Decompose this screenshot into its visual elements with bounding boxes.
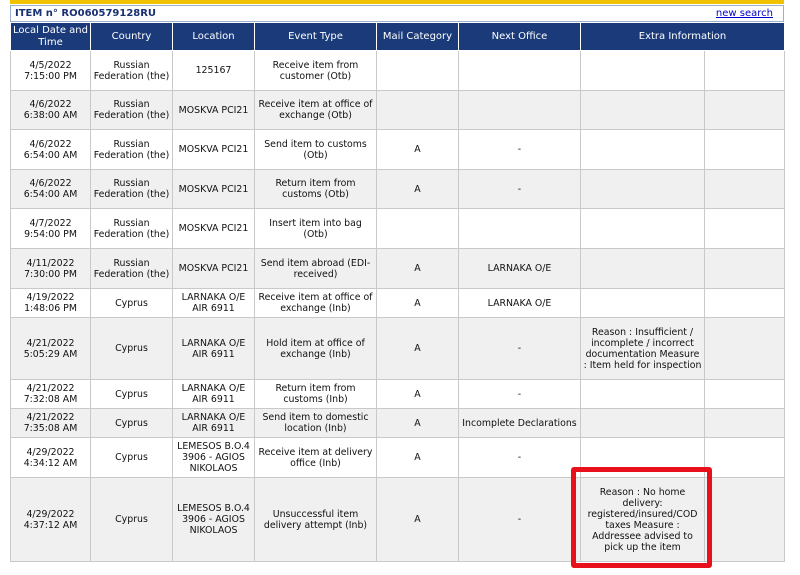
country-cell: Cyprus (91, 289, 173, 318)
event-type-cell: Return item from customs (Otb) (255, 170, 377, 209)
extra-information-cell (581, 289, 705, 318)
date-time-cell (11, 51, 91, 91)
mail-category-cell (377, 51, 459, 91)
country-cell: Cyprus (91, 438, 173, 478)
mail-category-cell: A (377, 478, 459, 562)
date-time-cell (11, 209, 91, 249)
mail-category-cell: A (377, 289, 459, 318)
country-cell: Russian Federation (the) (91, 170, 173, 209)
mail-category-cell: A (377, 249, 459, 289)
column-header-location: Location (173, 23, 255, 51)
mail-category-cell: A (377, 318, 459, 380)
column-header-event-type: Event Type (255, 23, 377, 51)
next-office-cell (459, 91, 581, 130)
column-header-extra-information: Extra Information (581, 23, 785, 51)
table-header (11, 23, 785, 51)
event-date: 4/11/2022 (26, 257, 75, 269)
event-type-cell: Receive item at office of exchange (Otb) (255, 91, 377, 130)
event-time: 7:32:08 AM (23, 394, 78, 405)
event-date: 4/21/2022 (26, 383, 75, 394)
event-time: 6:38:00 AM (23, 110, 78, 121)
event-type-cell: Return item from customs (Inb) (255, 380, 377, 409)
table-row (11, 289, 785, 318)
extra-information-cell: Reason : Insufficient / incomplete / incorrect documentation Measure : Item held for inspection (581, 318, 705, 380)
extra-information-cell: Reason : No home delivery: registered/insured/COD taxes Measure : Addressee advised to pick up the item (581, 478, 705, 562)
next-office-cell (459, 51, 581, 91)
event-type-cell: Insert item into bag (Otb) (255, 209, 377, 249)
mail-category-cell: A (377, 438, 459, 478)
table-row (11, 380, 785, 409)
table-row (11, 249, 785, 289)
next-office-cell: - (459, 438, 581, 478)
event-date: 4/21/2022 (26, 412, 75, 423)
column-header-date: Local Date and Time (11, 23, 91, 51)
blank-cell (705, 409, 785, 438)
country-cell: Russian Federation (the) (91, 91, 173, 130)
blank-cell (705, 91, 785, 130)
table-row (11, 209, 785, 249)
table-row (11, 91, 785, 130)
event-type-cell: Send item to domestic location (Inb) (255, 409, 377, 438)
column-header-next-office: Next Office (459, 23, 581, 51)
event-time: 7:30:00 PM (24, 268, 77, 280)
event-date: 4/6/2022 (29, 99, 72, 110)
location-cell: MOSKVA PCI21 (173, 91, 255, 130)
event-time: 6:54:00 AM (23, 149, 78, 161)
country-cell: Cyprus (91, 318, 173, 380)
event-type-cell: Unsuccessful item delivery attempt (Inb) (255, 478, 377, 562)
blank-cell (705, 438, 785, 478)
event-date: 4/29/2022 (26, 446, 75, 458)
location-cell: MOSKVA PCI21 (173, 209, 255, 249)
next-office-cell: LARNAKA O/E (459, 289, 581, 318)
event-type-cell: Receive item at delivery office (Inb) (255, 438, 377, 478)
location-cell: LARNAKA O/E AIR 6911 (173, 318, 255, 380)
date-time-cell (11, 380, 91, 409)
extra-information-cell (581, 91, 705, 130)
country-cell: Russian Federation (the) (91, 209, 173, 249)
next-office-cell (459, 209, 581, 249)
blank-cell (705, 209, 785, 249)
event-time: 4:37:12 AM (23, 519, 78, 531)
country-cell: Cyprus (91, 478, 173, 562)
location-cell: MOSKVA PCI21 (173, 249, 255, 289)
country-cell: Russian Federation (the) (91, 130, 173, 170)
event-date: 4/21/2022 (26, 337, 75, 349)
red-highlight-box (571, 467, 712, 568)
date-time-cell (11, 249, 91, 289)
event-time: 6:54:00 AM (23, 189, 78, 200)
mail-category-cell: A (377, 130, 459, 170)
country-cell: Russian Federation (the) (91, 51, 173, 91)
event-time: 1:48:06 PM (24, 303, 77, 314)
date-time-cell (11, 438, 91, 478)
next-office-cell: - (459, 380, 581, 409)
blank-cell (705, 170, 785, 209)
blank-cell (705, 249, 785, 289)
next-office-cell: Incomplete Declarations (459, 409, 581, 438)
table-row (11, 318, 785, 380)
country-cell: Russian Federation (the) (91, 249, 173, 289)
event-type-cell: Send item abroad (EDI-received) (255, 249, 377, 289)
event-date: 4/6/2022 (29, 178, 72, 189)
next-office-cell: - (459, 318, 581, 380)
extra-information-cell (581, 51, 705, 91)
date-time-cell (11, 409, 91, 438)
country-cell: Cyprus (91, 409, 173, 438)
blank-cell (705, 51, 785, 91)
date-time-cell (11, 170, 91, 209)
extra-information-cell (581, 409, 705, 438)
table-row (11, 409, 785, 438)
location-cell: MOSKVA PCI21 (173, 130, 255, 170)
column-header-mail-category: Mail Category (377, 23, 459, 51)
event-time: 5:05:29 AM (23, 348, 78, 360)
blank-cell (705, 318, 785, 380)
event-type-cell: Receive item at office of exchange (Inb) (255, 289, 377, 318)
extra-information-cell (581, 170, 705, 209)
mail-category-cell: A (377, 170, 459, 209)
event-time: 9:54:00 PM (24, 228, 77, 240)
location-cell: LEMESOS B.O.4 3906 - AGIOS NIKOLAOS (173, 478, 255, 562)
new-search-link[interactable]: new search (715, 8, 773, 19)
event-time: 4:34:12 AM (23, 457, 78, 469)
event-date: 4/19/2022 (26, 292, 75, 303)
top-accent-bar (10, 0, 784, 4)
blank-cell (705, 289, 785, 318)
blank-cell (705, 478, 785, 562)
event-date: 4/29/2022 (26, 508, 75, 520)
extra-information-cell (581, 130, 705, 170)
next-office-cell: - (459, 170, 581, 209)
next-office-cell: LARNAKA O/E (459, 249, 581, 289)
event-date: 4/5/2022 (29, 59, 72, 71)
mail-category-cell (377, 91, 459, 130)
mail-category-cell: A (377, 409, 459, 438)
event-date: 4/7/2022 (29, 217, 72, 229)
column-header-country: Country (91, 23, 173, 51)
date-time-cell (11, 130, 91, 170)
location-cell: 125167 (173, 51, 255, 91)
item-header (10, 5, 784, 22)
next-office-cell: - (459, 478, 581, 562)
event-date: 4/6/2022 (29, 138, 72, 150)
next-office-cell: - (459, 130, 581, 170)
table-row (11, 130, 785, 170)
country-cell: Cyprus (91, 380, 173, 409)
blank-cell (705, 380, 785, 409)
location-cell: LARNAKA O/E AIR 6911 (173, 380, 255, 409)
blank-cell (705, 130, 785, 170)
mail-category-cell (377, 209, 459, 249)
event-time: 7:15:00 PM (24, 70, 77, 82)
mail-category-cell: A (377, 380, 459, 409)
event-type-cell: Send item to customs (Otb) (255, 130, 377, 170)
date-time-cell (11, 289, 91, 318)
extra-information-cell (581, 209, 705, 249)
date-time-cell (11, 318, 91, 380)
location-cell: LARNAKA O/E AIR 6911 (173, 409, 255, 438)
extra-information-cell (581, 380, 705, 409)
table-row (11, 51, 785, 91)
location-cell: LARNAKA O/E AIR 6911 (173, 289, 255, 318)
date-time-cell (11, 478, 91, 562)
extra-information-cell (581, 249, 705, 289)
location-cell: LEMESOS B.O.4 3906 - AGIOS NIKOLAOS (173, 438, 255, 478)
location-cell: MOSKVA PCI21 (173, 170, 255, 209)
table-row (11, 170, 785, 209)
item-number: ITEM n° RO060579128RU (15, 8, 157, 19)
event-time: 7:35:08 AM (23, 423, 78, 434)
event-type-cell: Hold item at office of exchange (Inb) (255, 318, 377, 380)
date-time-cell (11, 91, 91, 130)
event-type-cell: Receive item from customer (Otb) (255, 51, 377, 91)
